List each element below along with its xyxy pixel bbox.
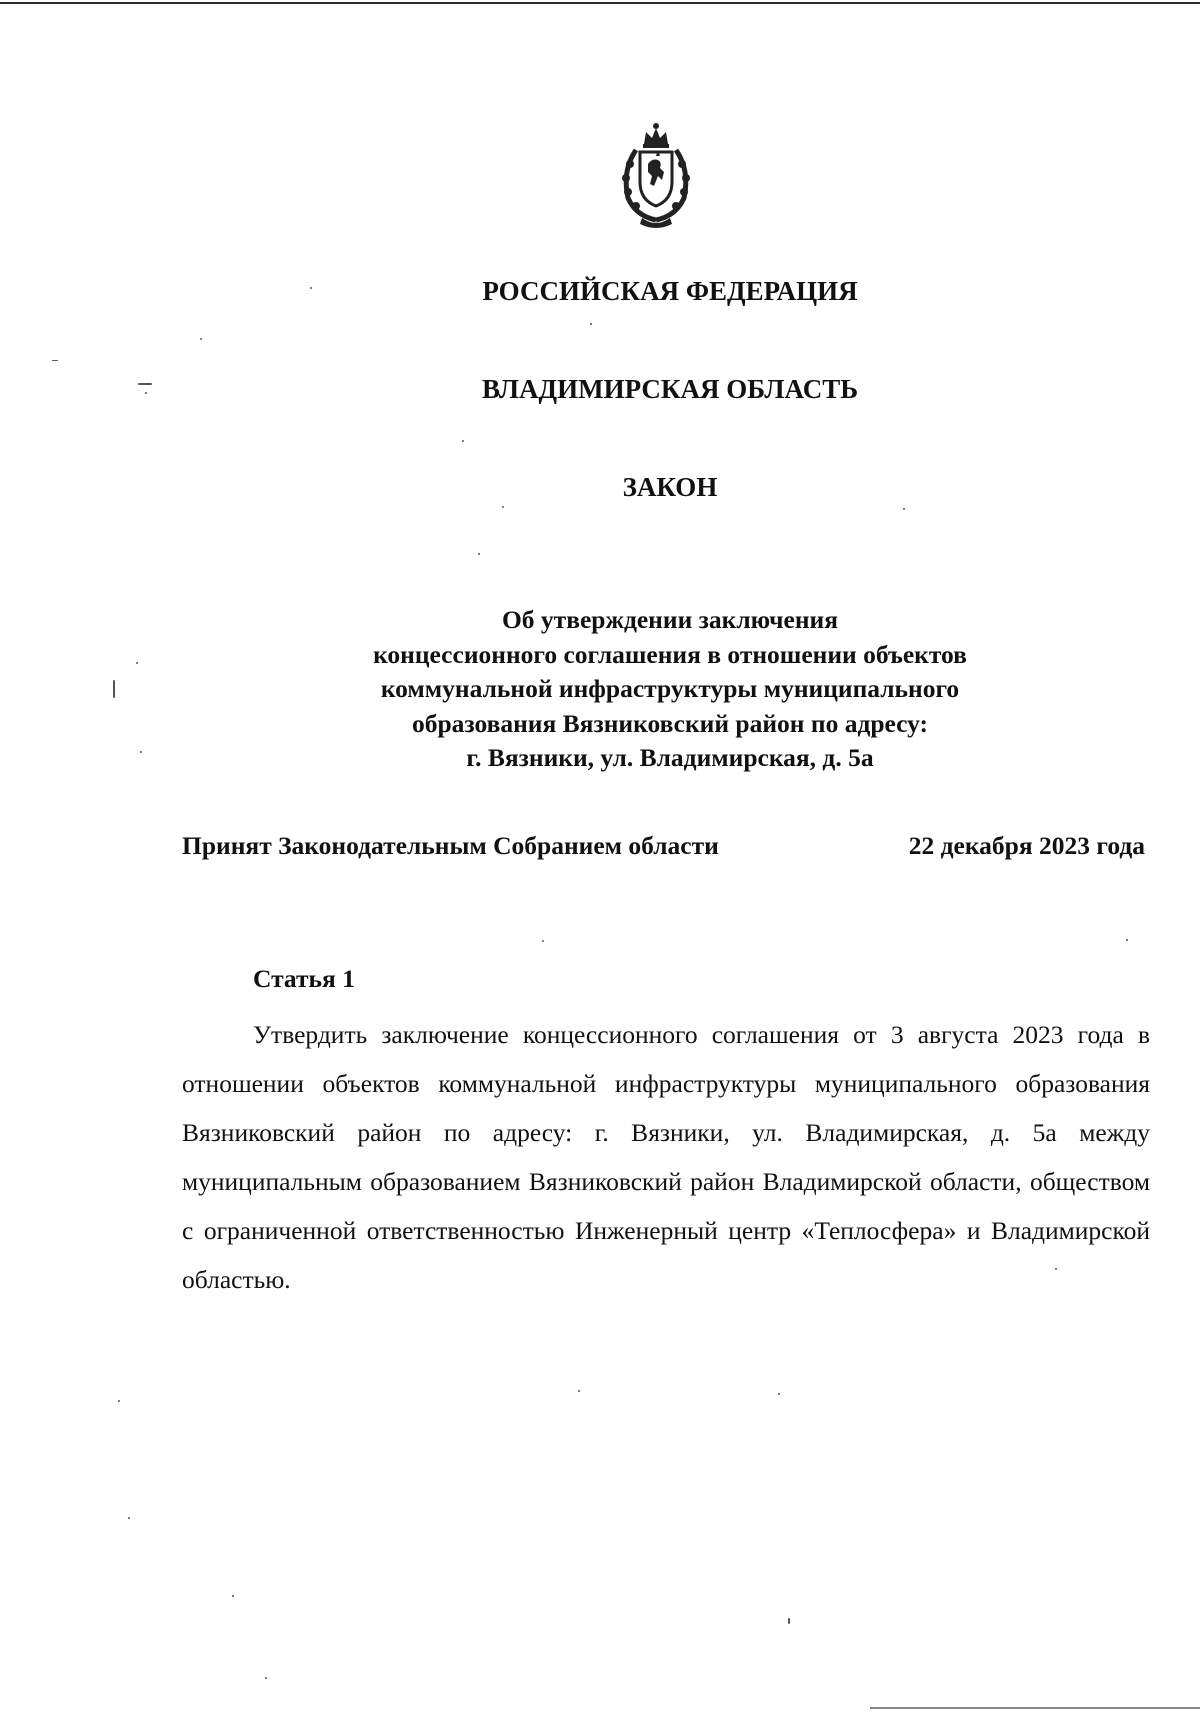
scan-speck <box>200 338 202 340</box>
law-title-line: Об утверждении заключения <box>501 605 839 634</box>
law-title-line: коммунальной инфраструктуры муниципального <box>380 674 960 703</box>
law-title-line: г. Вязники, ул. Владимирская, д. 5а <box>466 743 874 772</box>
adoption-label: Принят Законодательным Собранием области <box>182 831 719 860</box>
scan-speck <box>578 1390 580 1392</box>
scan-speck <box>462 440 464 442</box>
scan-speck <box>138 383 152 385</box>
scan-speck <box>136 662 138 664</box>
scan-speck <box>145 392 147 394</box>
scan-speck <box>232 1595 234 1597</box>
region-heading: ВЛАДИМИРСКАЯ ОБЛАСТЬ <box>481 374 859 404</box>
country-heading: РОССИЙСКАЯ ФЕДЕРАЦИЯ <box>482 276 858 306</box>
law-title-line: концессионного соглашения в отношении объектов <box>373 639 967 669</box>
scan-speck <box>265 1677 267 1679</box>
scan-speck <box>52 360 58 361</box>
law-title <box>0 603 1200 776</box>
scan-speck <box>113 680 115 698</box>
scan-speck <box>128 1517 130 1519</box>
scan-speck <box>590 323 592 325</box>
scan-speck <box>140 751 142 753</box>
scan-top-edge <box>0 2 1200 4</box>
article-body-text: Утвердить заключение концессионного соглашения от 3 августа 2023 года в отношении объектов коммунальной инфраструктуры муниципального образования Вязниковский район по адресу: г. Вязники, ул. Владимирская, д. 5а между муниципальным образованием Вязниковский район Владимирской области, обществом с ограниченной ответственностью Инженерный центр «Теплосфера» и Владимирской областью. <box>182 1020 1150 1294</box>
scan-speck <box>903 508 905 510</box>
law-title-line: образования Вязниковский район по адресу: <box>411 708 929 738</box>
scan-speck <box>502 506 504 508</box>
adoption-row <box>182 830 1145 862</box>
scan-speck <box>1055 1268 1057 1270</box>
scan-speck <box>778 1393 780 1395</box>
scan-speck <box>542 940 544 942</box>
article-heading: Статья 1 <box>253 964 355 993</box>
scan-speck <box>1126 939 1128 941</box>
coat-of-arms-emblem <box>612 120 700 232</box>
adoption-date: 22 декабря 2023 года <box>908 831 1145 860</box>
scan-speck <box>310 287 312 289</box>
scan-bottom-edge <box>870 1707 1200 1709</box>
scan-speck <box>118 1400 120 1402</box>
scan-speck <box>788 1618 790 1624</box>
scan-speck <box>478 553 480 555</box>
document-type-heading: ЗАКОН <box>622 472 718 502</box>
